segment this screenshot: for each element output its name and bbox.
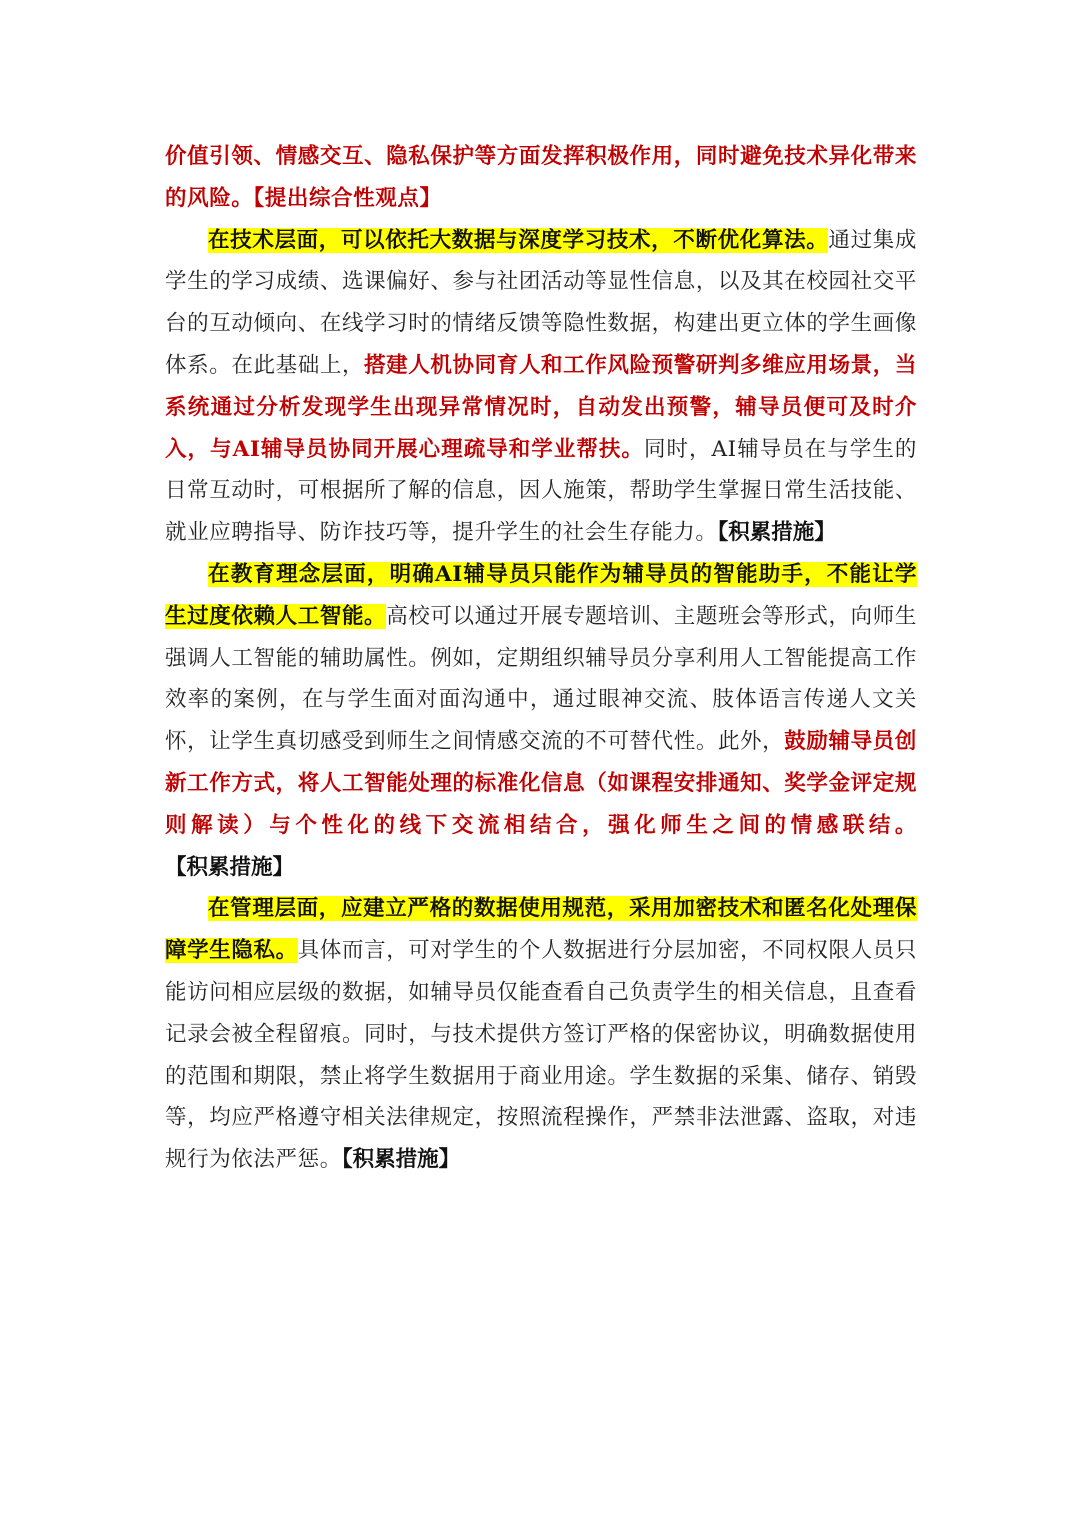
body-text-education-a: 高校可以通过开展专题培训、主题班会等形式，向师生强调人工智能的辅助属性。例如，定期组织辅导员分享利用人工智能提高工作效率的案例，在与学生面对面沟通中，通过眼神交流、肢体语言传递人文关怀，让学生真切感受到师生之间情感交流的不可替代性。此外， [165, 603, 917, 755]
paragraph-education [165, 554, 917, 888]
highlight-management: 在管理层面，应建立严格的数据使用规范，采用加密技术和匿名化处理保障学生隐私。 [165, 896, 917, 964]
tag-accumulate-measures: 【积累措施】 [717, 520, 836, 546]
red-text-education: 鼓励辅导员创新工作方式，将人工智能处理的标准化信息（如课程安排通知、奖学金评定规则解读）与个性化的线下交流相结合，强化师生之间的情感联结。 [165, 729, 917, 838]
red-text-technology: 搭建人机协同育人和工作风险预警研判多维应用场景，当系统通过分析发现学生出现异常情况时，自动发出预警，辅导员便可及时介入，与AI辅导员协同开展心理疏导和学业帮扶。 [165, 352, 917, 462]
tag-accumulate-measures: 【积累措施】 [341, 1147, 461, 1173]
tag-accumulate-measures: 【积累措施】 [165, 854, 295, 880]
paragraph-conclusion [165, 136, 917, 220]
document-body [165, 136, 917, 1181]
body-text-technology-a: 通过集成学生的学习成绩、选课偏好、参与社团活动等显性信息，以及其在校园社交平台的互动倾向、在线学习时的情绪反馈等隐性数据，构建出更立体的学生画像体系。在此基础上， [165, 227, 917, 378]
paragraph-technology [165, 220, 917, 554]
body-text-management: 具体而言，可对学生的个人数据进行分层加密，不同权限人员只能访问相应层级的数据，如辅导员仅能查看自己负责学生的相关信息，且查看记录会被全程留痕。同时，与技术提供方签订严格的保密协议，明确数据使用的范围和期限，禁止将学生数据用于商业用途。学生数据的采集、储存、销毁等，均应严格遵守相关法律规定，按照流程操作，严禁非法泄露、盗取，对违规行为依法严惩。 [165, 938, 917, 1173]
highlight-technology: 在技术层面，可以依托大数据与深度学习技术，不断优化算法。 [208, 227, 829, 253]
body-text-technology-b: 同时，AI辅导员在与学生的日常互动时，可根据所了解的信息，因人施策，帮助学生掌握日常生活技能、就业应聘指导、防诈技巧等，提升学生的社会生存能力。 [165, 436, 917, 546]
highlight-education: 在教育理念层面，明确AI辅导员只能作为辅导员的智能助手，不能让学生过度依赖人工智能。 [165, 561, 917, 629]
paragraph-management [165, 888, 917, 1181]
red-conclusion-text: 价值引领、情感交互、隐私保护等方面发挥积极作用，同时避免技术异化带来的风险。【提出综合性观点】 [165, 144, 917, 211]
